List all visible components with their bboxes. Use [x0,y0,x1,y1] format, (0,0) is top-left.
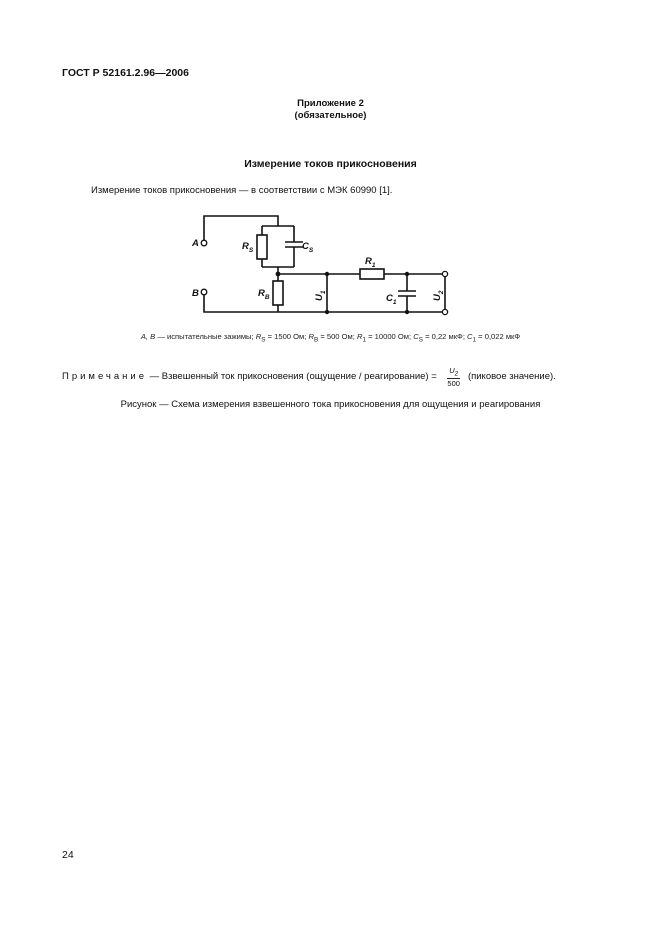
label-r1: $R_1$ [365,256,376,269]
terminal-out-top [442,271,447,276]
label-c1: $C_1$ [386,293,397,306]
note-paragraph [62,366,556,388]
resistor-r1 [360,269,384,279]
appendix-subtitle: (обязательное) [294,110,367,121]
label-terminal-b: B [192,288,199,299]
label-rs: $R_S$ [242,241,254,254]
resistor-rs [257,235,267,259]
circuit-diagram [185,210,465,325]
document-header: ГОСТ Р 52161.2.96—2006 [62,67,189,79]
appendix-title: Приложение 2 [297,98,364,109]
note-fraction: $\frac{U_2}{500}$ [447,366,460,388]
terminal-b [201,289,207,295]
label-rb: $R_B$ [258,288,270,301]
legend-terminals: A, B [140,332,156,341]
figure-legend: A, B — испытательные зажимы; $R_S = 1500$ Ом; $R_B = 500$ Ом; $R_1 = 10000$ Ом; $C_S = 0,22$ мкФ; $C_1 = 0,022$ мкФ [140,332,521,344]
figure-caption: Рисунок — Схема измерения взвешенного тока прикосновения для ощущения и реагирования [120,399,541,410]
label-u1: $U_1$ [314,290,327,301]
junction-node [276,272,281,277]
label-terminal-a: A [192,238,199,249]
junction-u1-bottom [325,310,329,314]
note-label: Примечание [62,371,147,383]
label-cs: $C_S$ [302,241,314,254]
note-text: — Взвешенный ток прикосновения (ощущение / реагирование) = [147,371,440,383]
terminal-a [201,240,207,246]
label-u2: $U_2$ [432,290,445,301]
junction-u1-top [325,272,329,276]
note-text-after: (пиковое значение). [467,371,556,383]
page-number: 24 [62,849,74,861]
junction-c1-top [405,272,409,276]
junction-c1-bottom [405,310,409,314]
resistor-rb [273,281,283,305]
terminal-out-bottom [442,309,447,314]
intro-paragraph: Измерение токов прикосновения — в соответствии с МЭК 60990 [1]. [91,185,393,196]
section-title: Измерение токов прикосновения [244,158,417,170]
